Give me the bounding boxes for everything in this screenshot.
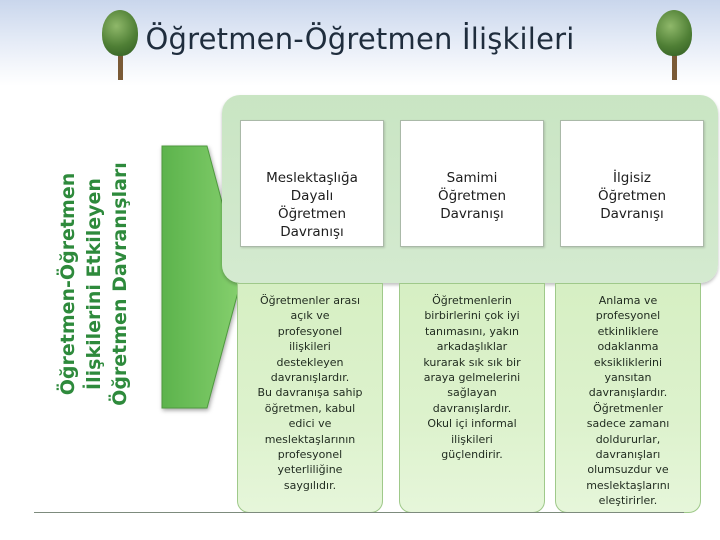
column-description: Anlama ve profesyonel etkinliklere odaklanma eksikliklerini yansıtan davranışlardır. Öğretmenler sadece zamanı doldururlar, davranışları olumsuzdur ve meslektaşlarını eleştirirler. — [586, 294, 670, 508]
column-heading-box — [240, 120, 384, 247]
column-description-box — [555, 283, 701, 513]
column-heading: İlgisiz Öğretmen Davranışı — [597, 170, 667, 222]
footer-divider — [34, 512, 684, 513]
column-description-box — [237, 283, 383, 513]
column-description-box — [399, 283, 545, 513]
column-description: Öğretmenlerin birbirlerini çok iyi tanımasını, yakın arkadaşlıklar kurarak sık sık bir araya gelmelerini sağlayan davranışlardır. Okul içi informal ilişkileri güçlendirir. — [423, 294, 521, 462]
column-heading: Samimi Öğretmen Davranışı — [437, 170, 507, 222]
column-heading-box — [400, 120, 544, 247]
column-description: Öğretmenler arası açık ve profesyonel ilişkileri destekleyen davranışlardır. Bu davranışa sahip öğretmen, kabul edici ve meslektaşlarının profesyonel yeterliliğine saygılıdır. — [257, 294, 363, 492]
column-heading-box — [560, 120, 704, 247]
column-heading: Meslektaşlığa Dayalı Öğretmen Davranışı — [266, 170, 358, 240]
slide-title: Öğretmen-Öğretmen İlişkileri — [145, 22, 575, 56]
side-label: Öğretmen-Öğretmen İlişkilerini Etkileyen Öğretmen Davranışları — [57, 162, 131, 406]
side-label-box — [50, 160, 138, 408]
